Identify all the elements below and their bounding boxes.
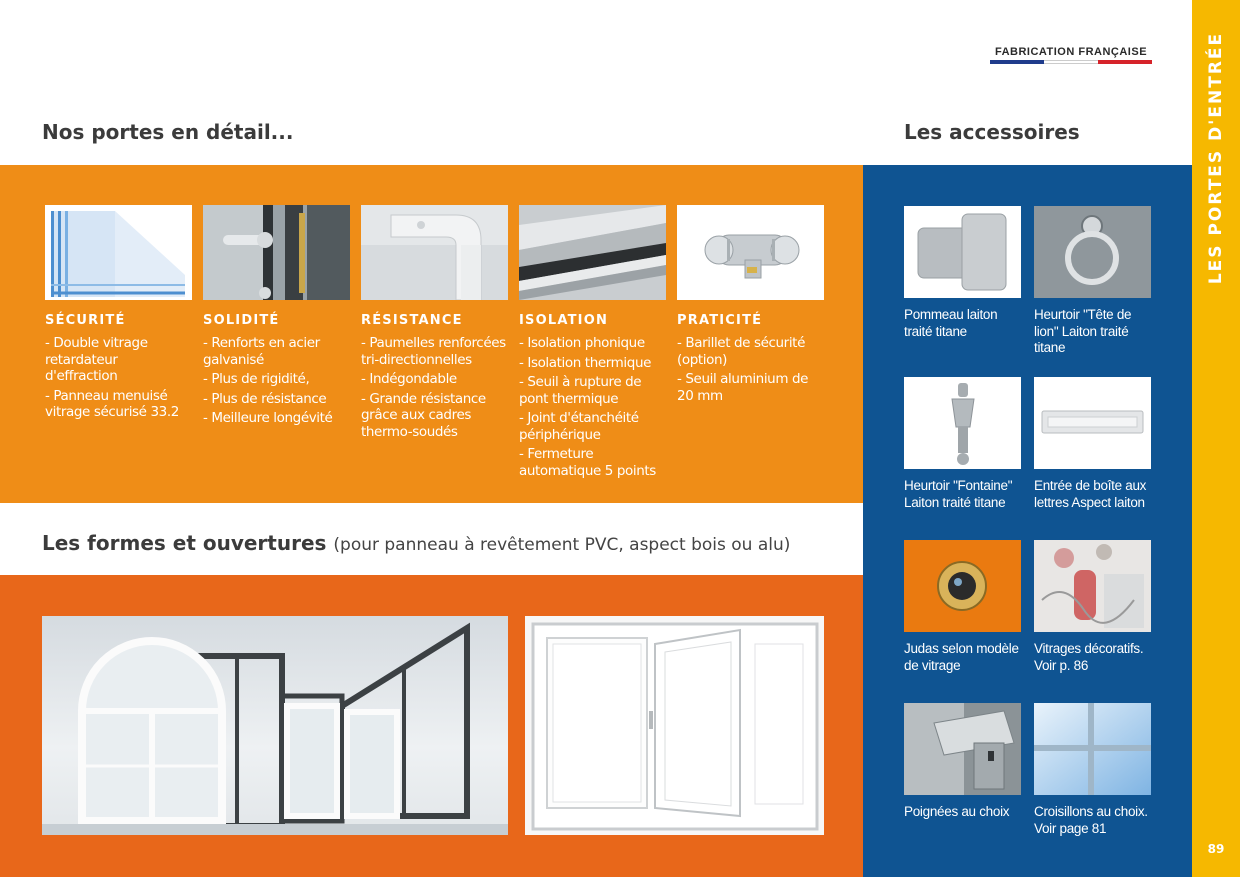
feature-item: - Plus de rigidité, — [203, 371, 310, 387]
feature-item: - Meilleure longévité — [203, 410, 333, 426]
accessory-caption: Heurtoir "Fontaine" Laiton traité titane — [904, 478, 1013, 510]
muntins-image — [1034, 703, 1151, 795]
feature-list — [361, 335, 508, 440]
accessory-caption: Entrée de boîte aux lettres Aspect laiton — [1034, 478, 1147, 510]
accessory-judas — [904, 540, 1021, 674]
formes-subtitle: (pour panneau à revêtement PVC, aspect bois ou alu) — [333, 535, 791, 555]
feature-item: - Seuil à rupture de pont thermique — [519, 374, 642, 407]
feature-title: SÉCURITÉ — [45, 313, 126, 328]
feature-item: - Isolation phonique — [519, 335, 645, 351]
feature-item: - Fermeture automatique 5 points — [519, 446, 656, 479]
feature-item: - Panneau menuisé vitrage sécurisé 33.2 — [45, 387, 179, 420]
french-flag-stripe — [990, 60, 1152, 64]
glazing-panel-image — [45, 205, 192, 300]
door-handle-image — [203, 205, 350, 300]
feature-isolation — [519, 205, 666, 482]
accessory-heurtoir-fontaine — [904, 377, 1021, 511]
formes-title: Les formes et ouvertures — [42, 531, 327, 555]
formes-heading — [42, 531, 790, 555]
accessory-caption: Judas selon modèle de vitrage — [904, 641, 1019, 673]
tilt-turn-window-image — [525, 616, 824, 835]
accessory-poignees — [904, 703, 1021, 821]
section-sidebar — [1192, 0, 1240, 877]
feature-list — [519, 335, 666, 479]
feature-item: - Barillet de sécurité (option) — [677, 335, 805, 368]
accessory-vitrages — [1034, 540, 1151, 674]
flag-red — [1098, 60, 1152, 64]
feature-list — [203, 335, 350, 427]
lock-cylinder-image — [677, 205, 824, 300]
accessory-caption: Vitrages décoratifs. Voir p. 86 — [1034, 641, 1144, 673]
section-title: LES PORTES D'ENTRÉE — [1206, 31, 1226, 285]
accessory-caption: Heurtoir "Tête de lion" Laiton traité titane — [1034, 307, 1132, 355]
accessory-boite-lettres — [1034, 377, 1151, 511]
feature-item: - Grande résistance grâce aux cadres thermo-soudés — [361, 390, 486, 440]
decorative-glass-image — [1034, 540, 1151, 632]
fabrication-francaise-badge — [990, 44, 1152, 64]
feature-praticite — [677, 205, 824, 407]
accessory-caption: Poignées au choix — [904, 804, 1010, 819]
feature-item: - Seuil aluminium de 20 mm — [677, 371, 809, 404]
accessories-heading: Les accessoires — [904, 120, 1080, 144]
accessory-caption: Pommeau laiton traité titane — [904, 307, 998, 339]
ring-knocker-image — [1034, 206, 1151, 298]
flag-blue — [990, 60, 1044, 64]
flag-white — [1044, 60, 1098, 64]
handle-plate-image — [904, 703, 1021, 795]
accessory-heurtoir-lion — [1034, 206, 1151, 357]
feature-item: - Joint d'étanchéité périphérique — [519, 410, 639, 443]
feature-securite — [45, 205, 192, 424]
accessory-caption: Croisillons au choix. Voir page 81 — [1034, 804, 1148, 836]
feature-item: - Paumelles renforcées tri-directionnelles — [361, 335, 506, 368]
feature-item: - Plus de résistance — [203, 390, 327, 407]
feature-item: - Isolation thermique — [519, 354, 652, 371]
feature-list — [45, 335, 192, 421]
feature-title: PRATICITÉ — [677, 313, 763, 328]
feature-solidite — [203, 205, 350, 430]
letterbox-slot-image — [1034, 377, 1151, 469]
feature-item: - Renforts en acier galvanisé — [203, 335, 320, 368]
feature-title: RÉSISTANCE — [361, 313, 463, 328]
door-viewer-image — [904, 540, 1021, 632]
feature-item: - Double vitrage retardateur d'effraction — [45, 335, 148, 384]
feature-title: ISOLATION — [519, 313, 609, 328]
fountain-knocker-image — [904, 377, 1021, 469]
window-shapes-image — [42, 616, 508, 835]
threshold-image — [519, 205, 666, 300]
hinge-image — [361, 205, 508, 300]
feature-list — [677, 335, 824, 404]
badge-text: FABRICATION FRANÇAISE — [994, 46, 1148, 58]
accessory-croisillons — [1034, 703, 1151, 837]
details-heading: Nos portes en détail... — [42, 120, 294, 144]
feature-item: - Indégondable — [361, 371, 457, 387]
accessory-pommeau — [904, 206, 1021, 340]
feature-resistance — [361, 205, 508, 443]
page-number: 89 — [1207, 842, 1225, 856]
square-knob-image — [904, 206, 1021, 298]
feature-title: SOLIDITÉ — [203, 313, 280, 328]
